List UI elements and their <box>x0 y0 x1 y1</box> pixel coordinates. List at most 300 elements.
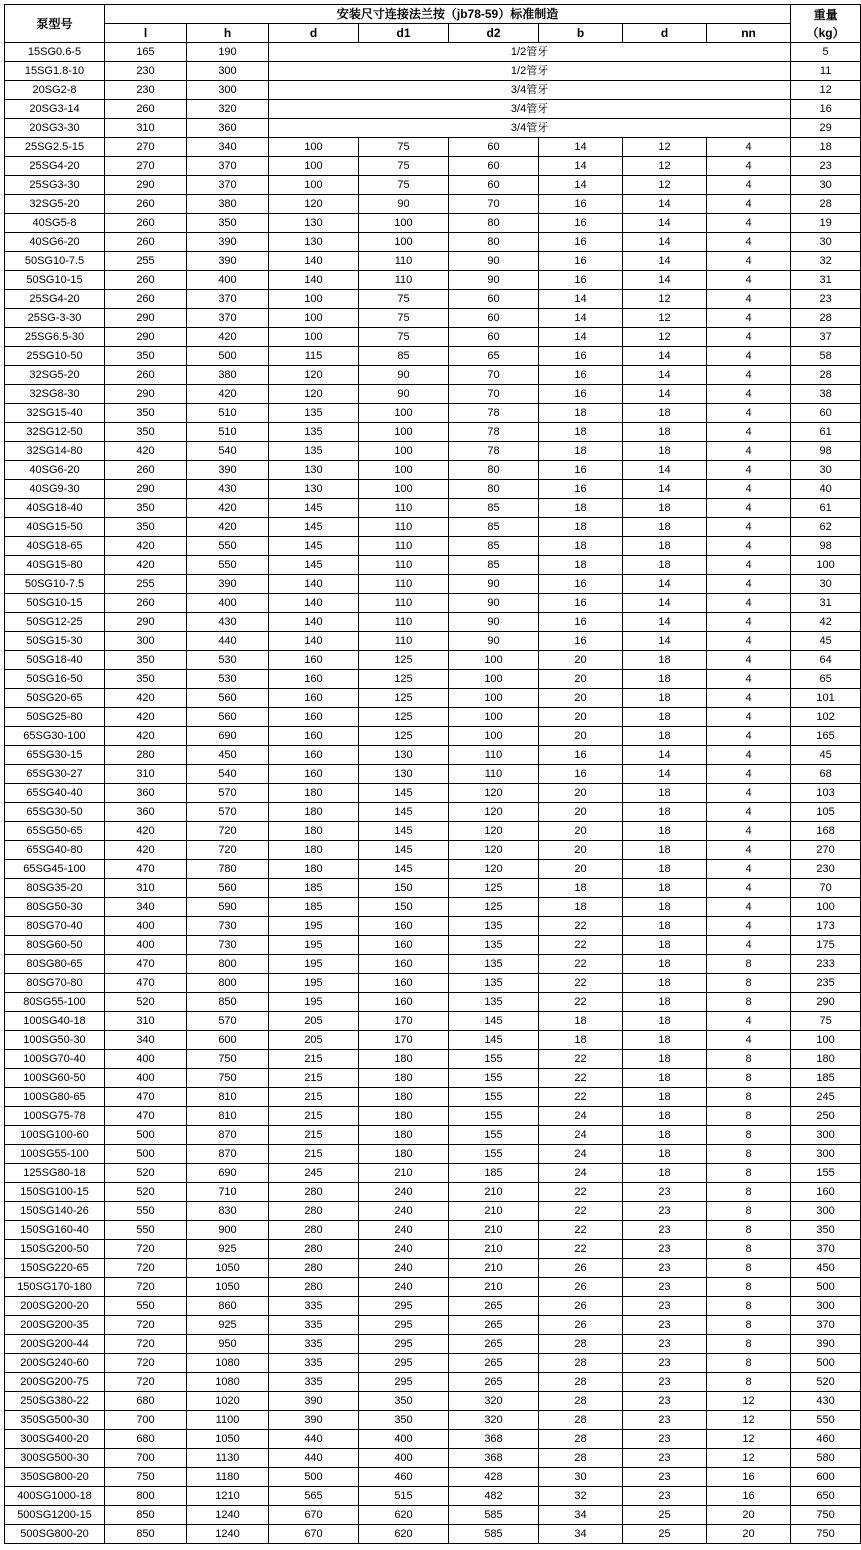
cell-l: 350 <box>105 499 187 518</box>
cell-weight: 650 <box>791 1487 861 1506</box>
cell-weight: 70 <box>791 879 861 898</box>
cell-d-bolt: 18 <box>623 556 707 575</box>
table-body <box>5 43 861 1544</box>
cell-d-bolt: 23 <box>623 1449 707 1468</box>
cell-nn: 4 <box>707 195 791 214</box>
cell-weight: 500 <box>791 1278 861 1297</box>
cell-d2: 90 <box>449 575 539 594</box>
cell-d2: 110 <box>449 746 539 765</box>
cell-model: 25SG3-30 <box>5 176 105 195</box>
cell-nn: 12 <box>707 1430 791 1449</box>
cell-d1: 210 <box>359 1164 449 1183</box>
cell-d2: 85 <box>449 499 539 518</box>
cell-d1: 145 <box>359 860 449 879</box>
cell-b: 34 <box>539 1525 623 1544</box>
cell-nn: 8 <box>707 955 791 974</box>
cell-l: 310 <box>105 119 187 138</box>
cell-l: 260 <box>105 366 187 385</box>
cell-b: 16 <box>539 233 623 252</box>
cell-h: 380 <box>187 195 269 214</box>
cell-h: 400 <box>187 594 269 613</box>
cell-d2: 78 <box>449 423 539 442</box>
cell-model: 100SG55-100 <box>5 1145 105 1164</box>
cell-h: 350 <box>187 214 269 233</box>
cell-d2: 100 <box>449 708 539 727</box>
cell-nn: 4 <box>707 347 791 366</box>
cell-model: 40SG18-65 <box>5 537 105 556</box>
cell-d: 120 <box>269 195 359 214</box>
cell-d-bolt: 25 <box>623 1525 707 1544</box>
cell-h: 530 <box>187 651 269 670</box>
cell-h: 720 <box>187 841 269 860</box>
cell-model: 300SG400-20 <box>5 1430 105 1449</box>
cell-b: 18 <box>539 423 623 442</box>
cell-weight: 520 <box>791 1373 861 1392</box>
cell-weight: 290 <box>791 993 861 1012</box>
cell-d-bolt: 18 <box>623 499 707 518</box>
cell-d: 145 <box>269 556 359 575</box>
table-row <box>5 195 861 214</box>
cell-d1: 145 <box>359 841 449 860</box>
cell-d: 390 <box>269 1392 359 1411</box>
cell-d1: 75 <box>359 309 449 328</box>
cell-d-bolt: 14 <box>623 347 707 366</box>
cell-b: 28 <box>539 1430 623 1449</box>
cell-d-bolt: 18 <box>623 974 707 993</box>
cell-model: 200SG200-44 <box>5 1335 105 1354</box>
table-row <box>5 62 861 81</box>
cell-l: 850 <box>105 1506 187 1525</box>
cell-b: 28 <box>539 1449 623 1468</box>
cell-l: 470 <box>105 1088 187 1107</box>
cell-d2: 482 <box>449 1487 539 1506</box>
cell-b: 18 <box>539 898 623 917</box>
cell-weight: 16 <box>791 100 861 119</box>
cell-weight: 173 <box>791 917 861 936</box>
cell-d: 280 <box>269 1183 359 1202</box>
cell-d2: 70 <box>449 366 539 385</box>
cell-d-bolt: 23 <box>623 1278 707 1297</box>
cell-b: 28 <box>539 1354 623 1373</box>
cell-nn: 4 <box>707 860 791 879</box>
cell-model: 25SG10-50 <box>5 347 105 366</box>
cell-d-bolt: 18 <box>623 955 707 974</box>
cell-nn: 4 <box>707 746 791 765</box>
cell-b: 14 <box>539 309 623 328</box>
cell-nn: 4 <box>707 936 791 955</box>
cell-l: 290 <box>105 613 187 632</box>
cell-nn: 4 <box>707 784 791 803</box>
cell-b: 14 <box>539 328 623 347</box>
cell-d: 180 <box>269 822 359 841</box>
cell-h: 370 <box>187 176 269 195</box>
table-row <box>5 708 861 727</box>
table-row <box>5 1259 861 1278</box>
cell-d-bolt: 12 <box>623 328 707 347</box>
table-row <box>5 1107 861 1126</box>
cell-d-bolt: 23 <box>623 1392 707 1411</box>
cell-d: 280 <box>269 1202 359 1221</box>
cell-model: 80SG70-80 <box>5 974 105 993</box>
cell-d2: 85 <box>449 556 539 575</box>
cell-d-bolt: 14 <box>623 461 707 480</box>
cell-d1: 150 <box>359 898 449 917</box>
cell-l: 260 <box>105 214 187 233</box>
cell-d1: 110 <box>359 271 449 290</box>
cell-h: 720 <box>187 822 269 841</box>
cell-d-bolt: 18 <box>623 670 707 689</box>
cell-nn: 8 <box>707 1240 791 1259</box>
cell-l: 400 <box>105 1069 187 1088</box>
table-row <box>5 1316 861 1335</box>
cell-model: 100SG60-50 <box>5 1069 105 1088</box>
cell-d1: 295 <box>359 1335 449 1354</box>
cell-weight: 100 <box>791 898 861 917</box>
cell-d: 180 <box>269 841 359 860</box>
cell-weight: 101 <box>791 689 861 708</box>
cell-d-bolt: 25 <box>623 1506 707 1525</box>
cell-d1: 145 <box>359 822 449 841</box>
cell-d2: 100 <box>449 670 539 689</box>
cell-h: 370 <box>187 157 269 176</box>
cell-d: 160 <box>269 708 359 727</box>
table-row <box>5 727 861 746</box>
cell-model: 25SG4-20 <box>5 290 105 309</box>
cell-h: 560 <box>187 689 269 708</box>
cell-nn: 4 <box>707 461 791 480</box>
cell-nn: 8 <box>707 1335 791 1354</box>
cell-model: 80SG35-20 <box>5 879 105 898</box>
cell-b: 32 <box>539 1487 623 1506</box>
cell-weight: 750 <box>791 1506 861 1525</box>
cell-weight: 42 <box>791 613 861 632</box>
cell-nn: 4 <box>707 423 791 442</box>
cell-d: 335 <box>269 1354 359 1373</box>
cell-d1: 100 <box>359 233 449 252</box>
cell-thread: 3/4管牙 <box>269 119 791 138</box>
table-row <box>5 1449 861 1468</box>
cell-d-bolt: 14 <box>623 480 707 499</box>
cell-d2: 265 <box>449 1335 539 1354</box>
table-row <box>5 1050 861 1069</box>
cell-l: 290 <box>105 176 187 195</box>
cell-d2: 145 <box>449 1031 539 1050</box>
cell-d1: 75 <box>359 328 449 347</box>
cell-model: 40SG18-40 <box>5 499 105 518</box>
cell-d-bolt: 18 <box>623 1069 707 1088</box>
cell-weight: 75 <box>791 1012 861 1031</box>
cell-d: 145 <box>269 518 359 537</box>
cell-h: 320 <box>187 100 269 119</box>
cell-b: 20 <box>539 708 623 727</box>
cell-nn: 8 <box>707 1145 791 1164</box>
cell-model: 150SG220-65 <box>5 1259 105 1278</box>
cell-h: 530 <box>187 670 269 689</box>
header-weight-line2: （kg） <box>806 25 845 40</box>
table-row <box>5 518 861 537</box>
cell-h: 380 <box>187 366 269 385</box>
cell-nn: 4 <box>707 309 791 328</box>
cell-d: 280 <box>269 1240 359 1259</box>
header-col-d-bolt: d <box>623 24 707 43</box>
cell-d: 160 <box>269 689 359 708</box>
table-row <box>5 1430 861 1449</box>
table-row <box>5 1278 861 1297</box>
cell-d1: 180 <box>359 1126 449 1145</box>
cell-d1: 125 <box>359 708 449 727</box>
table-row <box>5 119 861 138</box>
cell-l: 720 <box>105 1278 187 1297</box>
cell-weight: 28 <box>791 366 861 385</box>
cell-weight: 270 <box>791 841 861 860</box>
cell-b: 14 <box>539 138 623 157</box>
cell-d-bolt: 18 <box>623 1126 707 1145</box>
cell-model: 65SG30-100 <box>5 727 105 746</box>
cell-nn: 4 <box>707 803 791 822</box>
cell-h: 420 <box>187 328 269 347</box>
cell-d: 280 <box>269 1221 359 1240</box>
cell-model: 40SG6-20 <box>5 461 105 480</box>
table-row <box>5 1392 861 1411</box>
cell-d-bolt: 23 <box>623 1354 707 1373</box>
cell-b: 24 <box>539 1145 623 1164</box>
cell-weight: 28 <box>791 309 861 328</box>
cell-d2: 135 <box>449 917 539 936</box>
cell-d: 280 <box>269 1278 359 1297</box>
cell-h: 1020 <box>187 1392 269 1411</box>
cell-d: 115 <box>269 347 359 366</box>
cell-model: 65SG50-65 <box>5 822 105 841</box>
cell-d1: 240 <box>359 1240 449 1259</box>
cell-model: 25SG-3-30 <box>5 309 105 328</box>
cell-l: 720 <box>105 1335 187 1354</box>
cell-d1: 110 <box>359 613 449 632</box>
table-row <box>5 1297 861 1316</box>
cell-weight: 300 <box>791 1202 861 1221</box>
cell-d2: 428 <box>449 1468 539 1487</box>
cell-b: 16 <box>539 613 623 632</box>
cell-l: 850 <box>105 1525 187 1544</box>
cell-weight: 460 <box>791 1430 861 1449</box>
cell-model: 15SG1.8-10 <box>5 62 105 81</box>
cell-l: 350 <box>105 404 187 423</box>
cell-weight: 103 <box>791 784 861 803</box>
cell-weight: 61 <box>791 423 861 442</box>
cell-l: 255 <box>105 575 187 594</box>
cell-model: 80SG50-30 <box>5 898 105 917</box>
cell-model: 40SG15-80 <box>5 556 105 575</box>
cell-d1: 295 <box>359 1373 449 1392</box>
cell-d2: 368 <box>449 1449 539 1468</box>
cell-d: 500 <box>269 1468 359 1487</box>
cell-weight: 11 <box>791 62 861 81</box>
cell-nn: 8 <box>707 1107 791 1126</box>
table-row <box>5 1088 861 1107</box>
cell-b: 16 <box>539 214 623 233</box>
cell-nn: 4 <box>707 765 791 784</box>
cell-nn: 8 <box>707 974 791 993</box>
cell-b: 14 <box>539 176 623 195</box>
cell-b: 28 <box>539 1373 623 1392</box>
cell-h: 870 <box>187 1126 269 1145</box>
cell-model: 32SG5-20 <box>5 195 105 214</box>
cell-b: 22 <box>539 917 623 936</box>
table-row <box>5 233 861 252</box>
cell-d2: 125 <box>449 879 539 898</box>
cell-b: 28 <box>539 1335 623 1354</box>
table-row <box>5 1240 861 1259</box>
cell-h: 1100 <box>187 1411 269 1430</box>
table-row <box>5 1012 861 1031</box>
cell-model: 150SG200-50 <box>5 1240 105 1259</box>
cell-nn: 20 <box>707 1525 791 1544</box>
cell-h: 800 <box>187 974 269 993</box>
cell-h: 570 <box>187 1012 269 1031</box>
table-row <box>5 1069 861 1088</box>
cell-d-bolt: 18 <box>623 689 707 708</box>
cell-d-bolt: 12 <box>623 309 707 328</box>
cell-d-bolt: 14 <box>623 214 707 233</box>
table-row <box>5 138 861 157</box>
cell-d2: 210 <box>449 1240 539 1259</box>
table-row <box>5 214 861 233</box>
cell-d1: 295 <box>359 1297 449 1316</box>
cell-d2: 60 <box>449 138 539 157</box>
cell-model: 50SG25-80 <box>5 708 105 727</box>
table-row <box>5 290 861 309</box>
cell-model: 100SG80-65 <box>5 1088 105 1107</box>
cell-model: 400SG1000-18 <box>5 1487 105 1506</box>
cell-d: 245 <box>269 1164 359 1183</box>
cell-d: 160 <box>269 765 359 784</box>
cell-b: 16 <box>539 252 623 271</box>
cell-d: 280 <box>269 1259 359 1278</box>
cell-h: 950 <box>187 1335 269 1354</box>
table-row <box>5 499 861 518</box>
cell-d: 130 <box>269 480 359 499</box>
cell-d: 215 <box>269 1107 359 1126</box>
cell-l: 550 <box>105 1221 187 1240</box>
cell-nn: 8 <box>707 1297 791 1316</box>
cell-weight: 30 <box>791 233 861 252</box>
cell-d: 215 <box>269 1050 359 1069</box>
cell-b: 24 <box>539 1107 623 1126</box>
cell-nn: 4 <box>707 138 791 157</box>
cell-d: 100 <box>269 176 359 195</box>
cell-h: 400 <box>187 271 269 290</box>
cell-h: 570 <box>187 803 269 822</box>
cell-d: 180 <box>269 803 359 822</box>
cell-h: 1080 <box>187 1373 269 1392</box>
cell-weight: 600 <box>791 1468 861 1487</box>
cell-weight: 105 <box>791 803 861 822</box>
cell-d: 160 <box>269 746 359 765</box>
cell-l: 290 <box>105 309 187 328</box>
header-col-h: h <box>187 24 269 43</box>
cell-b: 16 <box>539 594 623 613</box>
cell-h: 390 <box>187 575 269 594</box>
cell-weight: 64 <box>791 651 861 670</box>
cell-model: 15SG0.6-5 <box>5 43 105 62</box>
cell-d-bolt: 18 <box>623 423 707 442</box>
cell-d: 120 <box>269 385 359 404</box>
cell-weight: 230 <box>791 860 861 879</box>
cell-h: 730 <box>187 917 269 936</box>
cell-d1: 180 <box>359 1069 449 1088</box>
cell-d1: 620 <box>359 1506 449 1525</box>
cell-l: 400 <box>105 917 187 936</box>
cell-d-bolt: 18 <box>623 1031 707 1050</box>
cell-l: 420 <box>105 537 187 556</box>
cell-model: 80SG70-40 <box>5 917 105 936</box>
cell-d2: 120 <box>449 803 539 822</box>
cell-weight: 155 <box>791 1164 861 1183</box>
cell-d: 130 <box>269 214 359 233</box>
cell-model: 350SG800-20 <box>5 1468 105 1487</box>
cell-model: 40SG5-8 <box>5 214 105 233</box>
cell-d-bolt: 18 <box>623 708 707 727</box>
cell-h: 750 <box>187 1069 269 1088</box>
header-install-dimensions: 安装尺寸连接法兰按（jb78-59）标准制造 <box>105 5 791 24</box>
cell-d1: 240 <box>359 1183 449 1202</box>
table-row <box>5 841 861 860</box>
cell-l: 290 <box>105 328 187 347</box>
cell-d: 205 <box>269 1031 359 1050</box>
cell-h: 810 <box>187 1088 269 1107</box>
cell-d1: 350 <box>359 1392 449 1411</box>
cell-l: 500 <box>105 1126 187 1145</box>
cell-h: 560 <box>187 708 269 727</box>
table-row <box>5 955 861 974</box>
cell-d-bolt: 14 <box>623 594 707 613</box>
cell-d1: 170 <box>359 1012 449 1031</box>
table-row <box>5 1373 861 1392</box>
cell-weight: 65 <box>791 670 861 689</box>
cell-weight: 500 <box>791 1354 861 1373</box>
cell-d: 670 <box>269 1506 359 1525</box>
cell-nn: 4 <box>707 727 791 746</box>
cell-d-bolt: 14 <box>623 575 707 594</box>
cell-b: 26 <box>539 1259 623 1278</box>
cell-d2: 100 <box>449 689 539 708</box>
cell-d2: 210 <box>449 1278 539 1297</box>
cell-b: 16 <box>539 765 623 784</box>
cell-b: 26 <box>539 1278 623 1297</box>
cell-d2: 80 <box>449 233 539 252</box>
cell-d1: 75 <box>359 138 449 157</box>
cell-d-bolt: 18 <box>623 822 707 841</box>
cell-weight: 62 <box>791 518 861 537</box>
table-row <box>5 537 861 556</box>
cell-nn: 4 <box>707 385 791 404</box>
cell-d2: 155 <box>449 1069 539 1088</box>
cell-d-bolt: 12 <box>623 176 707 195</box>
cell-l: 700 <box>105 1449 187 1468</box>
cell-d: 195 <box>269 955 359 974</box>
cell-model: 80SG60-50 <box>5 936 105 955</box>
cell-h: 550 <box>187 537 269 556</box>
cell-d1: 100 <box>359 214 449 233</box>
cell-l: 350 <box>105 518 187 537</box>
cell-d1: 180 <box>359 1107 449 1126</box>
cell-d-bolt: 14 <box>623 765 707 784</box>
cell-d: 335 <box>269 1373 359 1392</box>
cell-h: 340 <box>187 138 269 157</box>
cell-h: 1130 <box>187 1449 269 1468</box>
table-row <box>5 632 861 651</box>
cell-b: 16 <box>539 347 623 366</box>
cell-d1: 240 <box>359 1202 449 1221</box>
